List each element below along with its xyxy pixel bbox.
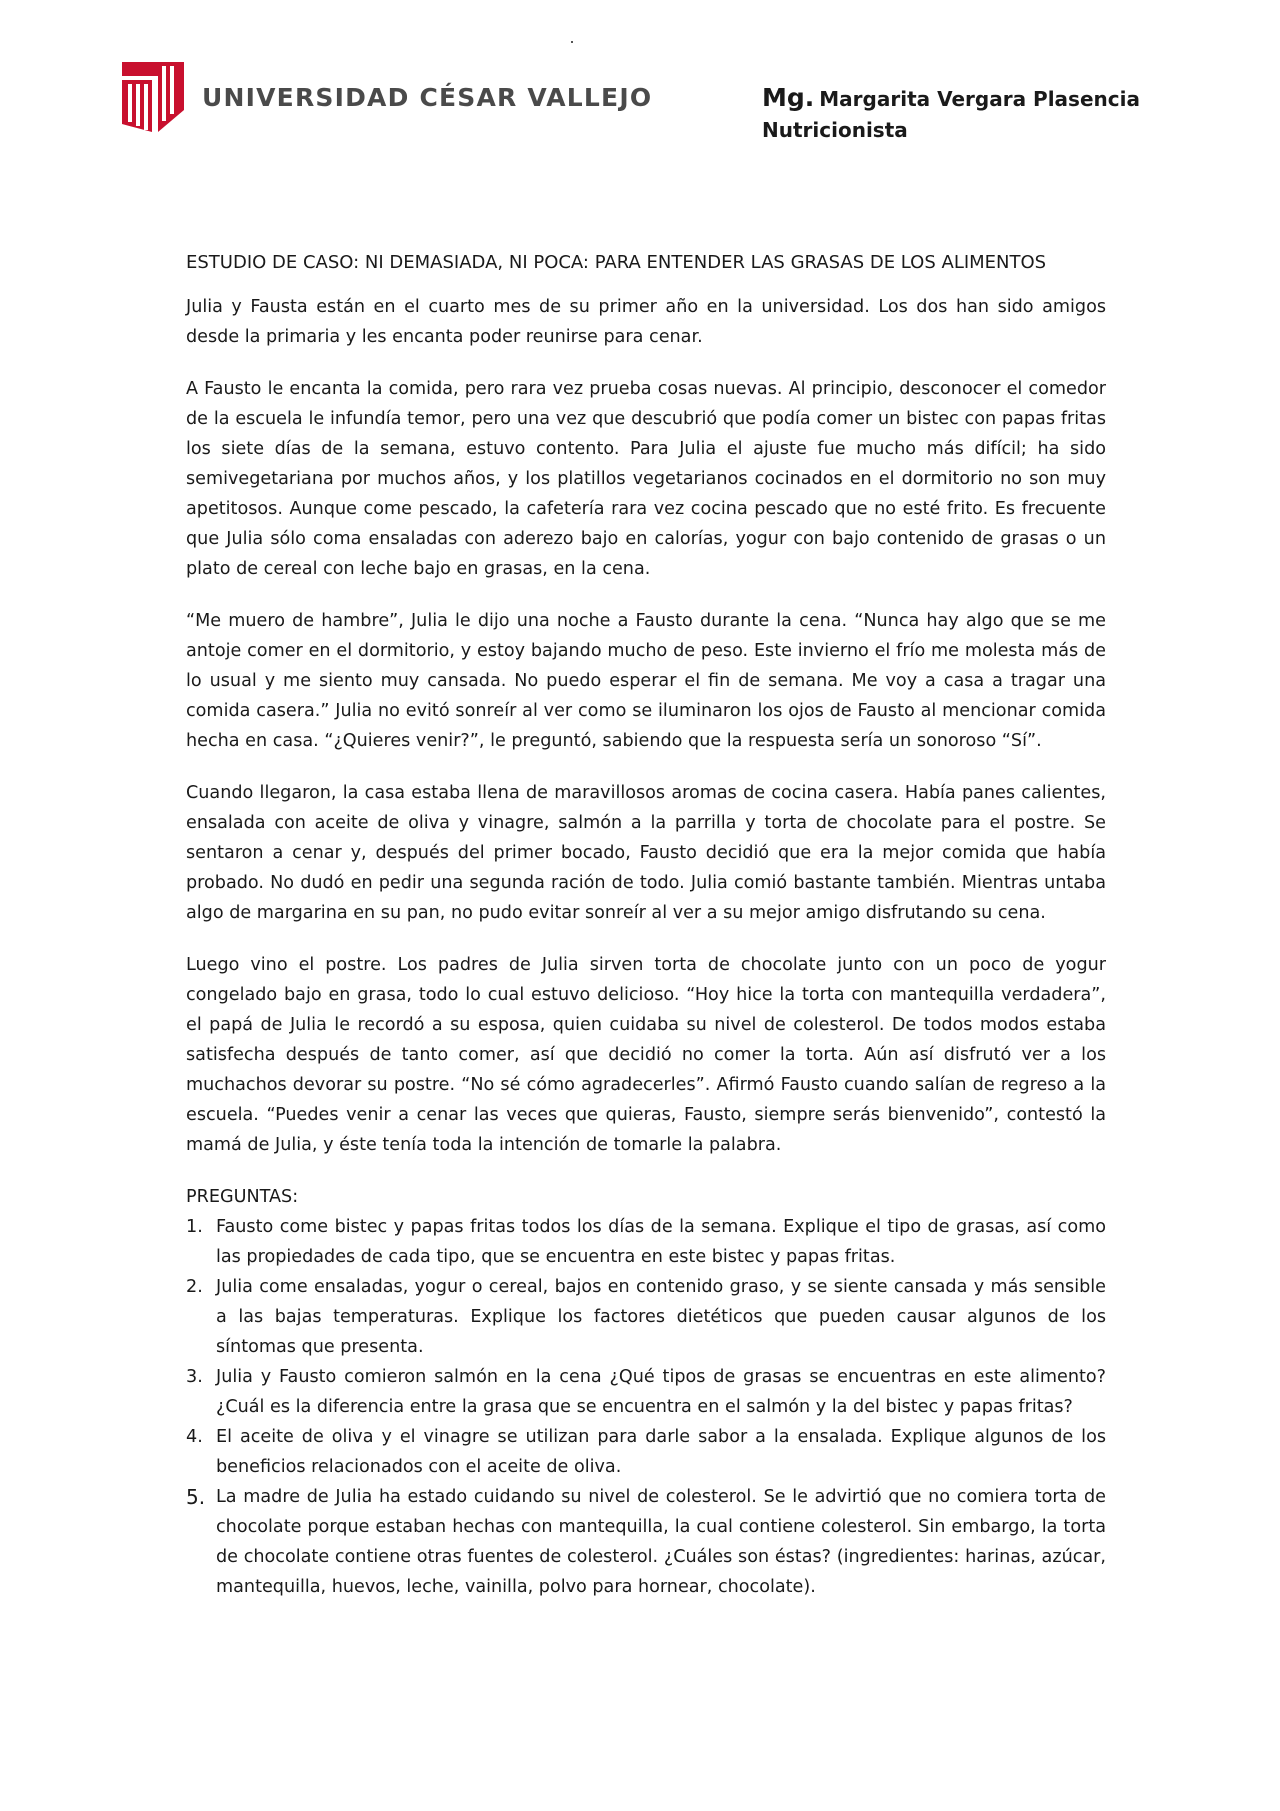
document-title: ESTUDIO DE CASO: NI DEMASIADA, NI POCA: PARA ENTENDER LAS GRASAS DE LOS ALIMENTOS (186, 252, 1047, 273)
question-item (186, 1272, 1106, 1362)
question-item (186, 1362, 1106, 1422)
question-number: 4. (186, 1427, 203, 1447)
stray-dot (571, 41, 573, 43)
paragraph: “Me muero de hambre”, Julia le dijo una noche a Fausto durante la cena. “Nunca hay algo que se me antoje comer en el dormitorio, y estoy bajando mucho de peso. Este invierno el frío me molesta más de lo usual y me siento muy cansada. No puedo esperar el fin de semana. Me voy a casa a tragar una comida casera.” Julia no evitó sonreír al ver como se iluminaron los ojos de Fausto al mencionar comida hecha en casa. “¿Quieres venir?”, le preguntó, sabiendo que la respuesta sería un sonoroso “Sí”. (186, 611, 1106, 751)
question-item (186, 1422, 1106, 1482)
question-item (186, 1482, 1106, 1602)
question-number: 3. (186, 1367, 203, 1387)
university-logo (122, 62, 652, 132)
question-text: Julia come ensaladas, yogur o cereal, bajos en contenido graso, y se siente cansada y más sensible a las bajas temperaturas. Explique los factores dietéticos que pueden causar algunos de los síntomas que presenta. (216, 1277, 1106, 1357)
university-name: UNIVERSIDAD CÉSAR VALLEJO (202, 82, 653, 112)
document-body (186, 248, 1106, 1602)
author-role: Nutricionista (762, 118, 908, 142)
author-name (762, 83, 1140, 112)
author-prefix: Mg. (762, 83, 815, 112)
questions-list (186, 1212, 1106, 1602)
paragraph: A Fausto le encanta la comida, pero rara vez prueba cosas nuevas. Al principio, desconocer el comedor de la escuela le infundía temor, pero una vez que descubrió que podía comer un bistec con papas fritas los siete días de la semana, estuvo contento. Para Julia el ajuste fue mucho más difícil; ha sido semivegetariana por muchos años, y los platillos vegetarianos cocinados en el dormitorio no son muy apetitosos. Aunque come pescado, la cafetería rara vez cocina pescado que no esté frito. Es frecuente que Julia sólo coma ensaladas con aderezo bajo en calorías, yogur con bajo contenido de grasas o un plato de cereal con leche bajo en grasas, en la cena. (186, 379, 1106, 579)
paragraph: Luego vino el postre. Los padres de Julia sirven torta de chocolate junto con un poco de yogur congelado bajo en grasa, todo lo cual estuvo delicioso. “Hoy hice la torta con mantequilla verdadera”, el papá de Julia le recordó a su esposa, quien cuidaba su nivel de colesterol. De todos modos estaba satisfecha después de tanto comer, así que decidió no comer la torta. Aún así disfrutó ver a los muchachos devorar su postre. “No sé cómo agradecerles”. Afirmó Fausto cuando salían de regreso a la escuela. “Puedes venir a cenar las veces que quieras, Fausto, siempre serás bienvenido”, contestó la mamá de Julia, y éste tenía toda la intención de tomarle la palabra. (186, 955, 1106, 1155)
paragraph: Cuando llegaron, la casa estaba llena de maravillosos aromas de cocina casera. Había panes calientes, ensalada con aceite de oliva y vinagre, salmón a la parrilla y torta de chocolate para el postre. Se sentaron a cenar y, después del primer bocado, Fausto decidió que era la mejor comida que había probado. No dudó en pedir una segunda ración de todo. Julia comió bastante también. Mientras untaba algo de margarina en su pan, no pudo evitar sonreír al ver a su mejor amigo disfrutando su cena. (186, 783, 1106, 923)
paragraph: Julia y Fausta están en el cuarto mes de su primer año en la universidad. Los dos han sido amigos desde la primaria y les encanta poder reunirse para cenar. (186, 297, 1106, 347)
question-number: 5. (186, 1485, 206, 1509)
question-text: El aceite de oliva y el vinagre se utilizan para darle sabor a la ensalada. Explique algunos de los beneficios relacionados con el aceite de oliva. (216, 1427, 1106, 1477)
ucv-shield-icon (122, 62, 184, 132)
question-text: La madre de Julia ha estado cuidando su nivel de colesterol. Se le advirtió que no comiera torta de chocolate porque estaban hechas con mantequilla, la cual contiene colesterol. Sin embargo, la torta de chocolate contiene otras fuentes de colesterol. ¿Cuáles son éstas? (ingredientes: harinas, azúcar, mantequilla, huevos, leche, vainilla, polvo para hornear, chocolate). (216, 1487, 1106, 1597)
question-text: Fausto come bistec y papas fritas todos los días de la semana. Explique el tipo de grasas, así como las propiedades de cada tipo, que se encuentra en este bistec y papas fritas. (216, 1217, 1106, 1267)
question-number: 2. (186, 1277, 203, 1297)
question-item (186, 1212, 1106, 1272)
question-number: 1. (186, 1217, 203, 1237)
question-text: Julia y Fausto comieron salmón en la cena ¿Qué tipos de grasas se encuentras en este alimento? ¿Cuál es la diferencia entre la grasa que se encuentra en el salmón y la del bistec y papas fritas? (216, 1367, 1106, 1417)
questions-heading: PREGUNTAS: (186, 1187, 299, 1207)
author-full-name: Margarita Vergara Plasencia (819, 87, 1140, 111)
